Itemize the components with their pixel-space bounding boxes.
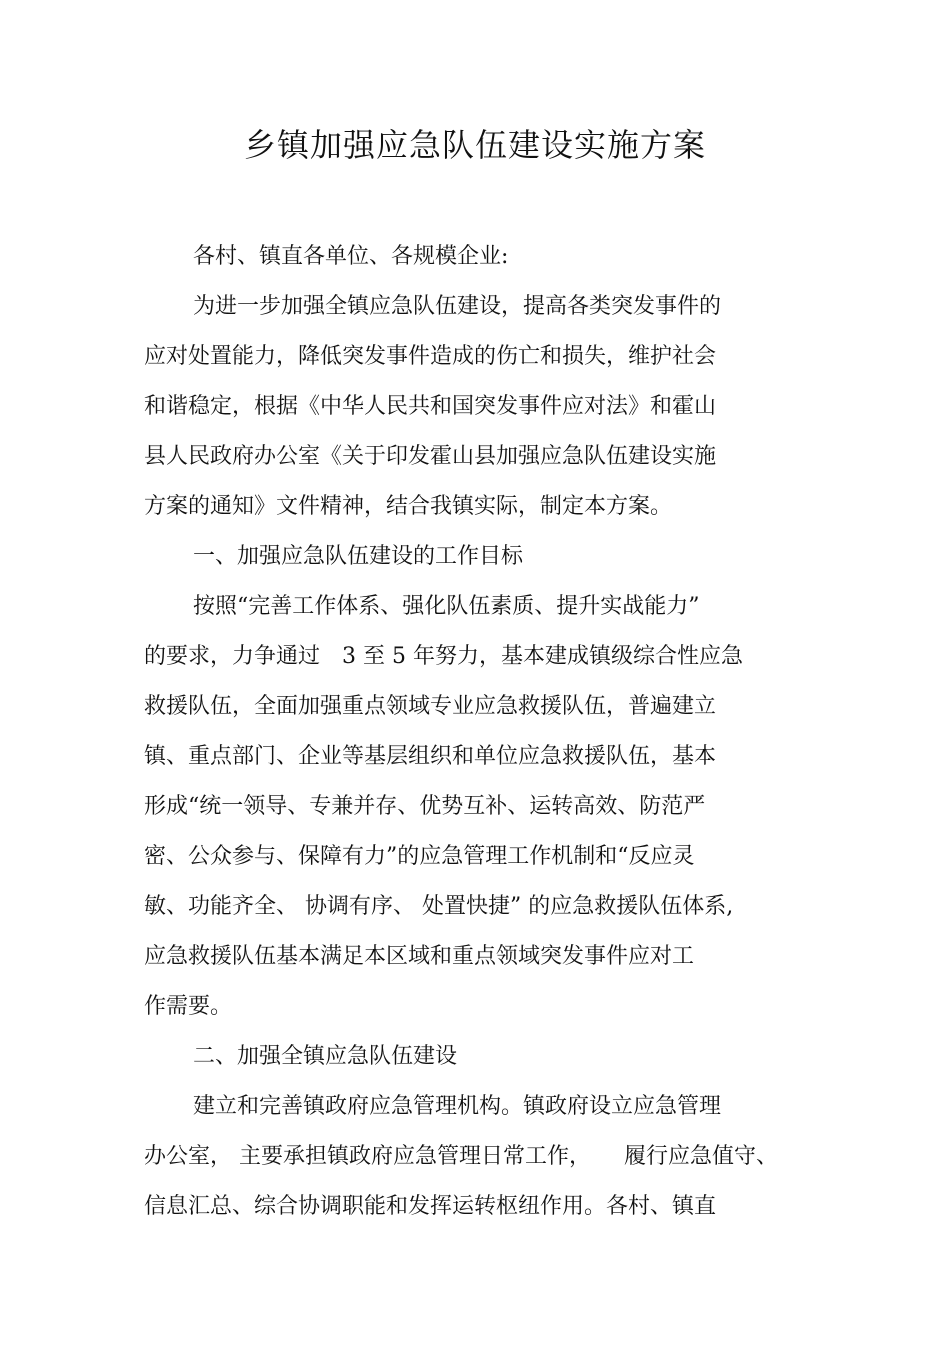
- paragraph-line: 的要求，力争通过 3 至 5 年努力，基本建成镇级综合性应急: [144, 644, 743, 669]
- paragraph-line: 为进一步加强全镇应急队伍建设，提高各类突发事件的: [193, 294, 722, 319]
- paragraph-line: 形成“统一领导、专兼并存、优势互补、运转高效、防范严: [144, 794, 706, 819]
- paragraph-line: 镇、重点部门、企业等基层组织和单位应急救援队伍，基本: [144, 744, 717, 769]
- paragraph-line: 办公室， 主要承担镇政府应急管理日常工作， 履行应急值守、: [144, 1144, 778, 1169]
- document-title: 乡镇加强应急队伍建设实施方案: [243, 126, 706, 164]
- paragraph-line: 敏、功能齐全、 协调有序、 处置快捷” 的应急救援队伍体系,: [144, 894, 734, 919]
- paragraph-line: 密、公众参与、保障有力”的应急管理工作机制和“反应灵: [144, 844, 695, 869]
- paragraph-line: 应对处置能力，降低突发事件造成的伤亡和损失，维护社会: [144, 344, 717, 369]
- paragraph-line: 建立和完善镇政府应急管理机构。镇政府设立应急管理: [193, 1094, 722, 1119]
- paragraph-line: 救援队伍，全面加强重点领域专业应急救援队伍，普遍建立: [144, 694, 717, 719]
- paragraph-line: 应急救援队伍基本满足本区域和重点领域突发事件应对工: [144, 944, 695, 969]
- paragraph-line: 按照“完善工作体系、强化队伍素质、提升实战能力”: [193, 594, 700, 619]
- section-heading: 二、加强全镇应急队伍建设: [193, 1044, 458, 1069]
- paragraph-line: 方案的通知》文件精神，结合我镇实际，制定本方案。: [144, 494, 673, 519]
- paragraph-line: 县人民政府办公室《关于印发霍山县加强应急队伍建设实施: [144, 444, 717, 469]
- paragraph-line: 信息汇总、综合协调职能和发挥运转枢纽作用。各村、镇直: [144, 1194, 717, 1219]
- paragraph-line: 和谐稳定，根据《中华人民共和国突发事件应对法》和霍山: [144, 394, 717, 419]
- paragraph-line: 作需要。: [144, 994, 233, 1019]
- paragraph-line: 各村、镇直各单位、各规模企业:: [193, 244, 509, 269]
- section-heading: 一、加强应急队伍建设的工作目标: [193, 544, 524, 569]
